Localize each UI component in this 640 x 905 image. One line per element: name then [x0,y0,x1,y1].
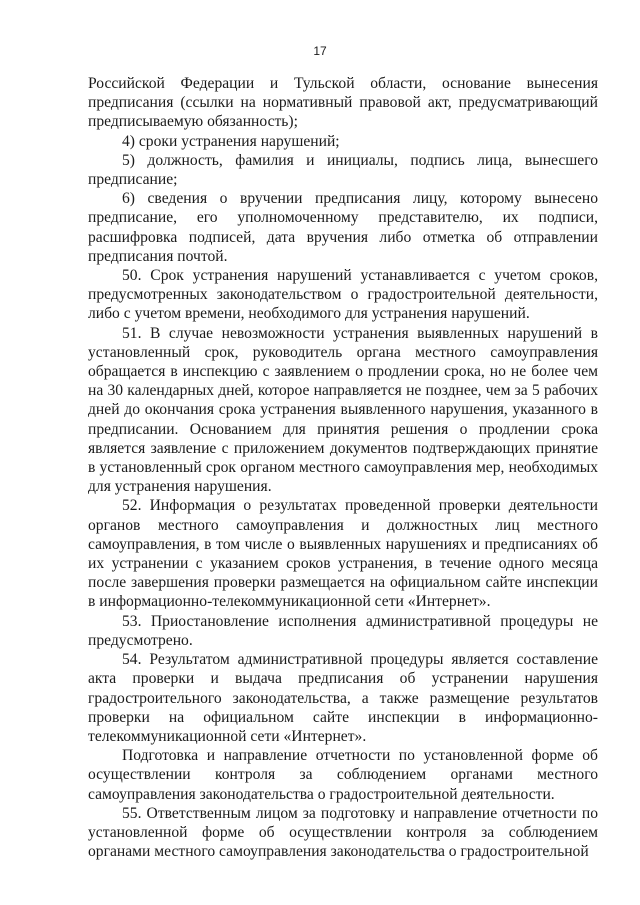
clause-52: 52. Информация о результатах проведенной проверки деятельности органов местного самоуправления и должностных лиц местного самоуправления, в том числе о выявленных нарушениях и предписаниях об их устранении с указанием сроков устранения, в течение одного месяца после завершения проверки размещается на официальном сайте инспекции в информационно-телекоммуникационной сети «Интернет». [88,497,598,611]
list-item-4: 4) сроки устранения нарушений; [122,132,340,150]
section-heading: Подготовка и направление отчетности по установленной форме об осуществлении контроля за соблюдением органами местного самоуправления законодательства о градостроительной деятельности. [88,747,598,803]
clause-51: 51. В случае невозможности устранения выявленных нарушений в установленный срок, руководитель органа местного самоуправления обращается в инспекцию с заявлением о продлении срока, но не более чем на 30 календарных дней, которое направляется не позднее, чем за 5 рабочих дней до окончания срока устранения выявленного нарушения, указанного в предписании. Основанием для принятия решения о продлении срока является заявление с приложением документов подтверждающих принятие в установленный срок органом местного самоуправления мер, необходимых для устранения нарушения. [88,324,598,496]
document-body [88,74,598,861]
list-item-6: 6) сведения о вручении предписания лицу, которому вынесено предписание, его уполномоченному представителю, их подписи, расшифровка подписей, дата вручения либо отметка об отправлении предписания почтой. [88,190,598,265]
paragraph-continuation: Российской Федерации и Тульской области, основание вынесения предписания (ссылки на нормативный правовой акт, предусматривающий предписываемую обязанность); [88,75,598,131]
clause-50: 50. Срок устранения нарушений устанавливается с учетом сроков, предусмотренных законодательством о градостроительной деятельности, либо с учетом времени, необходимого для устранения нарушений. [88,267,598,323]
page-number: 17 [313,44,327,58]
clause-54: 54. Результатом административной процедуры является составление акта проверки и выдача предписания об устранении нарушения градостроительного законодательства, а также размещение результатов проверки на официальном сайте инспекции в информационно-телекоммуникационной сети «Интернет». [88,651,598,745]
clause-55: 55. Ответственным лицом за подготовку и направление отчетности по установленной форме об осуществлении контроля за соблюдением органами местного самоуправления законодательства о градостроительной [88,804,598,861]
list-item-5: 5) должность, фамилия и инициалы, подпись лица, вынесшего предписание; [88,151,598,189]
clause-53: 53. Приостановление исполнения административной процедуры не предусмотрено. [88,612,598,649]
